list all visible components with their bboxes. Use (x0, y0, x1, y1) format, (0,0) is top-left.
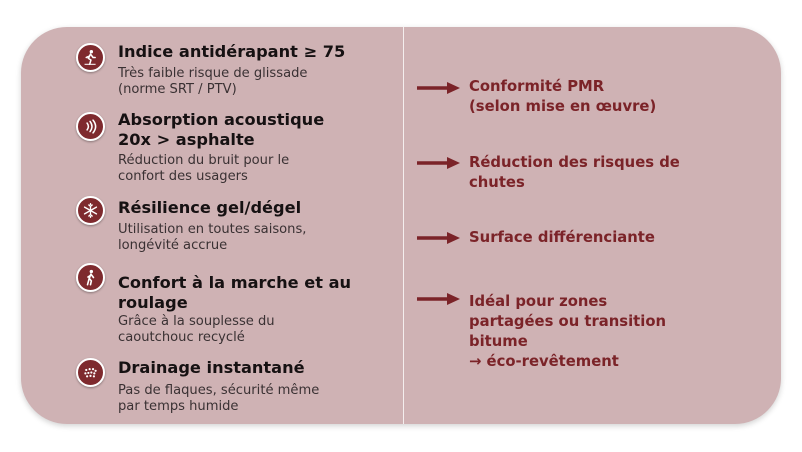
feature-description: Réduction du bruit pour le confort des usagers (118, 153, 290, 184)
benefit-text: Réduction des risques de chutes (469, 154, 680, 191)
feature-description: Grâce à la souplesse du caoutchouc recyclé (118, 314, 275, 345)
feature-title: Résilience gel/dégel (118, 198, 302, 217)
arrow-right-icon (417, 81, 461, 95)
benefit-text: Surface différenciante (469, 229, 655, 246)
feature-description: Utilisation en toutes saisons, longévité accrue (118, 222, 307, 253)
benefit-text: Idéal pour zones partagées ou transition bitume → éco-revêtement (469, 293, 667, 370)
walking-person-icon (76, 43, 105, 72)
feature-title: Confort à la marche et au roulage (118, 273, 352, 312)
feature-description: Pas de flaques, sécurité même par temps humide (118, 383, 320, 414)
benefit-text: Conformité PMR (selon mise en œuvre) (469, 78, 657, 115)
feature-title: Indice antidérapant ≥ 75 (118, 42, 346, 61)
feature-description: Très faible risque de glissade (norme SRT / PTV) (118, 66, 308, 97)
arrow-right-icon (417, 292, 461, 306)
arrow-right-icon (417, 156, 461, 170)
feature-title: Drainage instantané (118, 358, 305, 377)
sound-waves-icon (76, 112, 105, 141)
snowflake-icon (76, 196, 105, 225)
drainage-dots-icon (76, 358, 105, 387)
feature-title: Absorption acoustique 20x > asphalte (118, 110, 325, 149)
walking-icon (76, 263, 105, 292)
arrow-right-icon (417, 231, 461, 245)
